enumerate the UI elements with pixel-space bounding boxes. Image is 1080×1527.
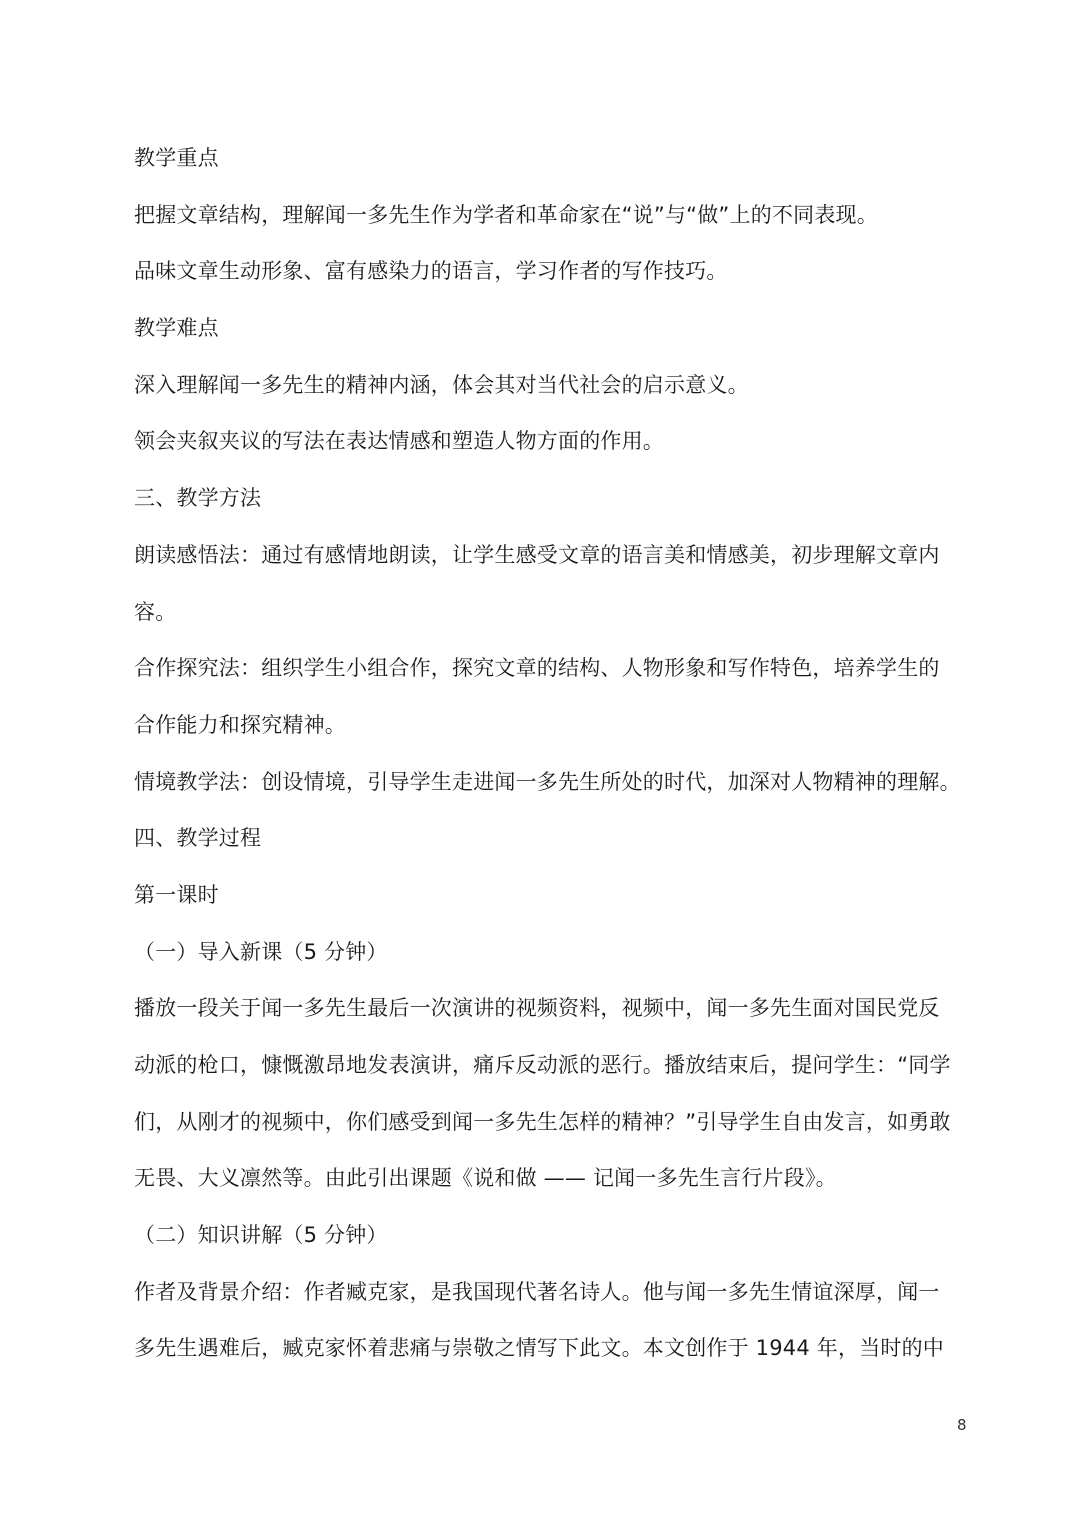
heading-teaching-methods: 三、教学方法 [134, 486, 262, 511]
paragraph-method-reading-cont: 容。 [134, 599, 177, 624]
heading-first-lesson: 第一课时 [134, 882, 219, 907]
paragraph-introduction-4: 无畏、大义凛然等。由此引出课题《说和做 —— 记闻一多先生言行片段》。 [134, 1166, 837, 1191]
paragraph-author-1: 作者及背景介绍：作者臧克家，是我国现代著名诗人。他与闻一多先生情谊深厚，闻一 [134, 1279, 940, 1304]
heading-teaching-process: 四、教学过程 [134, 826, 262, 851]
paragraph-method-cooperative: 合作探究法：组织学生小组合作，探究文章的结构、人物形象和写作特色，培养学生的 [134, 656, 940, 681]
paragraph-method-reading: 朗读感悟法：通过有感情地朗读，让学生感受文章的语言美和情感美，初步理解文章内 [134, 542, 940, 567]
heading-teaching-focus: 教学重点 [134, 146, 219, 170]
subheading-knowledge: （二）知识讲解（5 分钟） [134, 1223, 388, 1248]
paragraph-focus-1: 把握文章结构，理解闻一多先生作为学者和革命家在“说”与“做”上的不同表现。 [134, 202, 878, 227]
paragraph-author-2: 多先生遇难后，臧克家怀着悲痛与崇敬之情写下此文。本文创作于 1944 年，当时的中 [134, 1336, 944, 1361]
paragraph-method-cooperative-cont: 合作能力和探究精神。 [134, 712, 346, 737]
heading-teaching-difficulty: 教学难点 [134, 316, 219, 341]
document-body [134, 130, 976, 1377]
paragraph-method-situational: 情境教学法：创设情境，引导学生走进闻一多先生所处的时代，加深对人物精神的理解。 [134, 769, 961, 794]
paragraph-difficulty-1: 深入理解闻一多先生的精神内涵，体会其对当代社会的启示意义。 [134, 372, 749, 397]
paragraph-introduction-3: 们，从刚才的视频中，你们感受到闻一多先生怎样的精神？”引导学生自由发言，如勇敢 [134, 1109, 951, 1134]
subheading-introduction: （一）导入新课（5 分钟） [134, 939, 388, 964]
paragraph-introduction-2: 动派的枪口，慷慨激昂地发表演讲，痛斥反动派的恶行。播放结束后，提问学生：“同学 [134, 1053, 951, 1077]
paragraph-difficulty-2: 领会夹叙夹议的写法在表达情感和塑造人物方面的作用。 [134, 429, 664, 454]
paragraph-introduction-1: 播放一段关于闻一多先生最后一次演讲的视频资料，视频中，闻一多先生面对国民党反 [134, 996, 940, 1021]
page-number: 8 [957, 1416, 967, 1434]
paragraph-focus-2: 品味文章生动形象、富有感染力的语言，学习作者的写作技巧。 [134, 259, 728, 284]
